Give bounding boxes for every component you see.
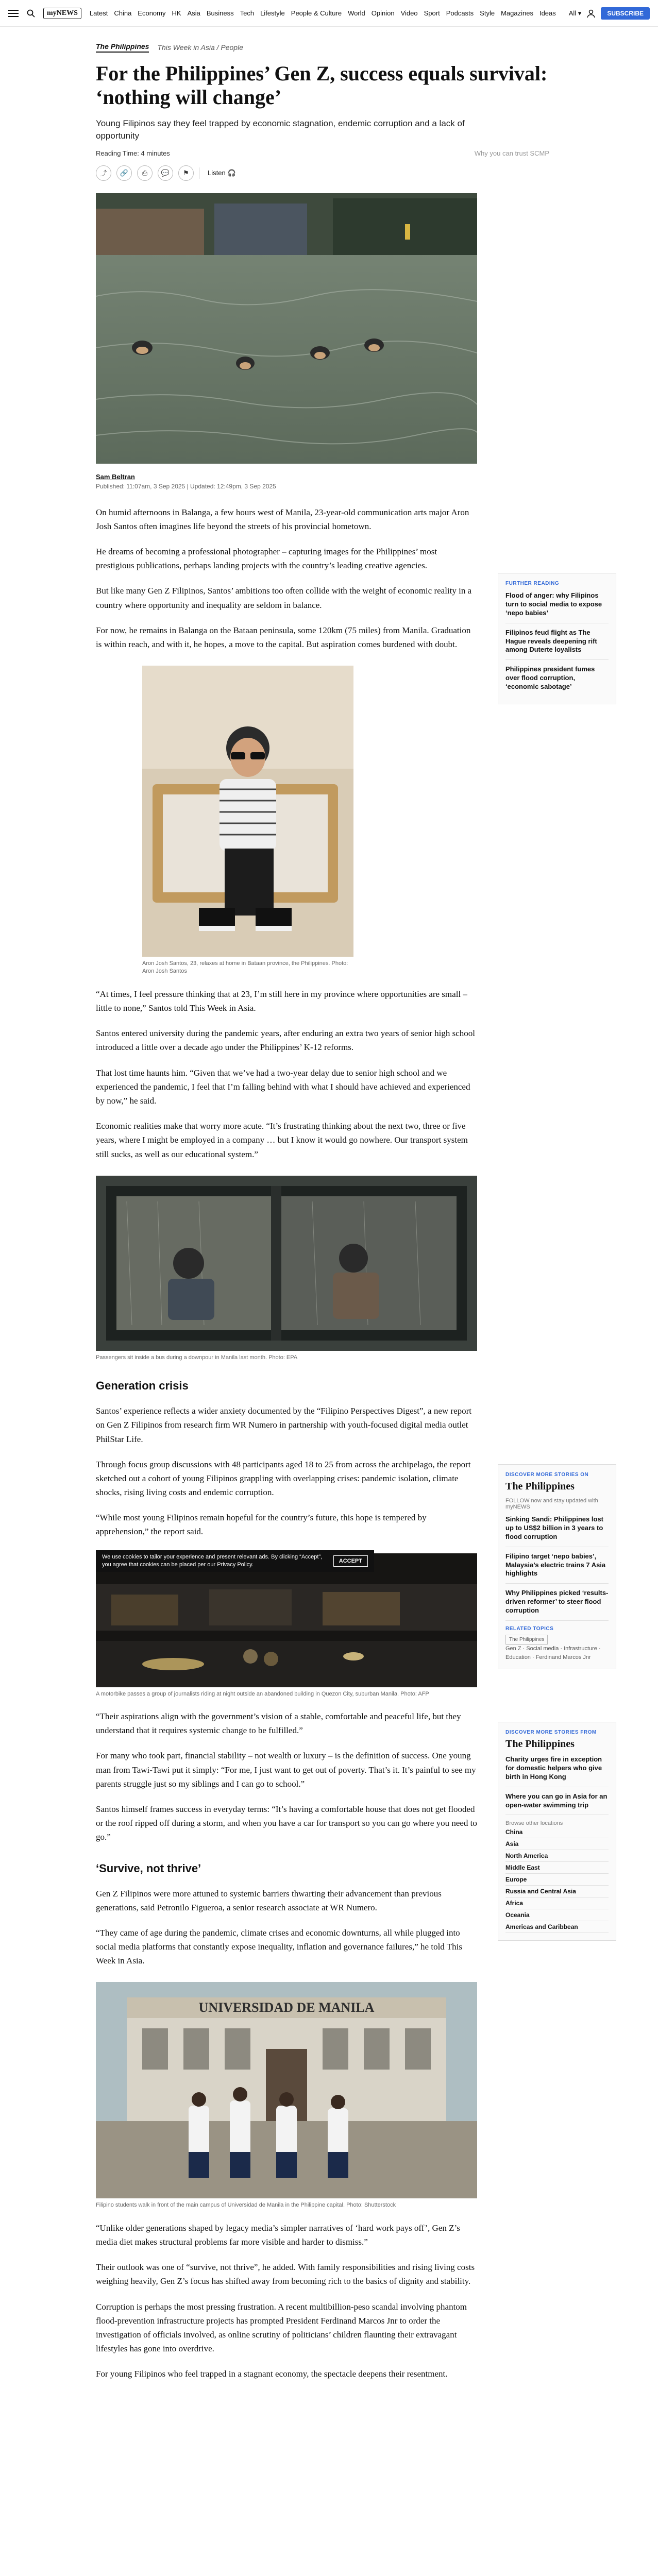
nav-link[interactable]: Tech: [240, 9, 255, 17]
discover-brand[interactable]: The Philippines: [505, 1481, 575, 1492]
nav-link[interactable]: Lifestyle: [260, 9, 285, 17]
hero-image-flood: [96, 193, 477, 464]
region-item[interactable]: Middle East: [505, 1862, 609, 1874]
region-item[interactable]: North America: [505, 1850, 609, 1862]
author-link[interactable]: Sam Beltran: [96, 472, 135, 481]
caption: Aron Josh Santos, 23, relaxes at home in Bataan province, the Philippines. Photo: Aron Josh Santos: [142, 960, 348, 975]
discover-item[interactable]: Filipino target ‘nepo babies’, Malaysia’s electric trains 7 Asia highlights: [505, 1552, 609, 1584]
nav-link[interactable]: HK: [172, 9, 181, 17]
share-icon[interactable]: ⤴: [96, 165, 111, 181]
figure-night-street: [96, 1553, 477, 1698]
subheadline: Young Filipinos say they feel trapped by economic stagnation, endemic corruption and a lack of opportunity: [96, 118, 465, 141]
further-reading-box: [498, 573, 616, 704]
campus-sign: UNIVERSIDAD DE MANILA: [198, 2000, 375, 2015]
more-brand[interactable]: The Philippines: [505, 1738, 575, 1750]
more-item[interactable]: Where you can go in Asia for an open-water swimming trip: [505, 1792, 609, 1816]
region-item[interactable]: Oceania: [505, 1909, 609, 1921]
caption: Filipino students walk in front of the main campus of Universidad de Manila in the Philippine capital. Photo: Shutterstock: [96, 2202, 396, 2209]
mynews-logo[interactable]: myNEWS: [43, 8, 81, 19]
breadcrumb-sub[interactable]: This Week in Asia / People: [157, 43, 243, 52]
region-item[interactable]: Russia and Central Asia: [505, 1886, 609, 1897]
all-label: All: [568, 9, 577, 17]
related-topics[interactable]: Gen Z · Social media · Infrastructure · Education · Ferdinand Marcos Jnr: [505, 1646, 601, 1660]
nav-link[interactable]: Ideas: [539, 9, 556, 17]
nav-link[interactable]: Style: [480, 9, 495, 17]
top-navigation: [0, 0, 658, 27]
paragraph: For young Filipinos who feel trapped in a stagnant economy, the spectacle deepens their resentment.: [96, 2369, 448, 2379]
nav-link[interactable]: Business: [206, 9, 234, 17]
print-icon[interactable]: ⎙: [137, 165, 153, 181]
region-item[interactable]: Asia: [505, 1838, 609, 1850]
browse-label: Browse other locations: [505, 1820, 563, 1827]
paragraph: Corruption is perhaps the most pressing frustration. A recent multibillion-peso scandal involving phantom flood-prevention infrastructure projects has prompted President Ferdinand Marcos Jnr to order the investigation of officials involved, as online scrutiny of politicians’ children flaunting their extravagant lifestyles has gone into overdrive.: [96, 2301, 467, 2354]
portrait-photo: [142, 666, 353, 957]
cookie-text: We use cookies to tailor your experience and present relevant ads. By clicking “Accept”, you agree that cookies can be placed per our Privacy Policy.: [102, 1553, 323, 1568]
nav-link[interactable]: Opinion: [371, 9, 395, 17]
paragraph: He dreams of becoming a professional photographer – capturing images for the Philippines’ most prestigious publications, perhaps landing projects with the country’s leading creative agencies.: [96, 546, 437, 571]
related-kicker: RELATED TOPICS: [505, 1626, 554, 1632]
paragraph: Their outlook was one of “survive, not thrive”, he added. With family responsibilities and rising living costs weighing heavily, Gen Z’s focus has shifted away from becoming rich to the basics of dignity and stability.: [96, 2262, 475, 2286]
caption: Passengers sit inside a bus during a downpour in Manila last month. Photo: EPA: [96, 1354, 298, 1361]
paragraph: Santos entered university during the pandemic years, after enduring an extra two years of senior high school introduced a little over a decade ago under the Philippines’ K-12 reforms.: [96, 1028, 475, 1053]
nav-link[interactable]: Latest: [89, 9, 108, 17]
share-toolbar: [96, 165, 560, 181]
search-icon[interactable]: [27, 9, 35, 18]
paragraph: “At times, I feel pressure thinking that at 23, I’m still here in my province where opportunities are small – little to none,” Santos told This Week in Asia.: [96, 989, 467, 1013]
region-item[interactable]: China: [505, 1826, 609, 1838]
figure-bus: [96, 1176, 477, 1362]
article: [96, 42, 609, 2381]
listen-button[interactable]: [208, 169, 236, 177]
nav-link[interactable]: Video: [400, 9, 418, 17]
listen-label: Listen: [208, 169, 226, 177]
caption: A motorbike passes a group of journalists riding at night outside an abandoned building in Quezon City, suburban Manila. Photo: AFP: [96, 1690, 429, 1697]
paragraph: That lost time haunts him. “Given that we’ve had a two-year delay due to senior high school and we experienced the pandemic, I feel that I’m falling behind with what I should have achieved and experienced by now,” he said.: [96, 1067, 470, 1106]
menu-icon[interactable]: [8, 10, 19, 17]
breadcrumb: [96, 42, 560, 53]
nav-link[interactable]: Magazines: [501, 9, 533, 17]
paragraph: “While most young Filipinos remain hopeful for the country’s future, this hope is tempered by apprehension,” the report said.: [96, 1513, 427, 1537]
paragraph: Through focus group discussions with 48 participants aged 18 to 25 from across the archipelago, the report sketched out a cohort of young Filipinos grappling with overlapping crises: pandemic isolation, climate shocks, rising living costs and endemic corruption.: [96, 1459, 471, 1498]
breadcrumb-section[interactable]: The Philippines: [96, 42, 149, 53]
paragraph: “They came of age during the pandemic, climate crises and economic downturns, all while plugged into social media platforms that constantly expose inequality, inflation and governance failures,” he told This Week in Asia.: [96, 1927, 462, 1966]
nav-link[interactable]: Asia: [187, 9, 200, 17]
paragraph: Gen Z Filipinos were more attuned to systemic barriers thwarting their advancement than previous generations, said Petronilo Figueroa, a senior research associate at WR Numero.: [96, 1888, 442, 1912]
more-stories-box: [498, 1722, 616, 1941]
nav-link[interactable]: Economy: [138, 9, 166, 17]
paragraph: For now, he remains in Balanga on the Bataan peninsula, some 120km (75 miles) from Manila. Graduation is within reach, and with it, he hopes, a move to the capital. But aspiration comes burdened with doubt.: [96, 625, 471, 649]
paragraph: “Unlike older generations shaped by legacy media’s simpler narratives of ‘hard work pays off’, Gen Z’s media diet makes structural problems far more visible and harder to dismiss.”: [96, 2223, 460, 2247]
why-trust-link[interactable]: Why you can trust SCMP: [474, 149, 549, 157]
further-reading-kicker: FURTHER READING: [505, 581, 560, 586]
further-item[interactable]: Filipinos feud flight as The Hague reveals deepening rift among Duterte loyalists: [505, 629, 609, 660]
section-links: [90, 9, 556, 17]
comment-icon[interactable]: 💬: [158, 165, 173, 181]
nav-link[interactable]: People & Culture: [291, 9, 342, 17]
discover-kicker: DISCOVER MORE STORIES ON: [505, 1472, 589, 1478]
paragraph: Santos himself frames success in everyday terms: “It’s having a comfortable house that does not get flooded or the roof ripped off during a storm, and when you have a car for transport so you can go where you need to go.”: [96, 1804, 477, 1842]
figure-university: [96, 1982, 477, 2209]
night-street-photo: [96, 1553, 477, 1687]
paragraph: On humid afternoons in Balanga, a few hours west of Manila, 23-year-old communication arts major Aron Josh Santos often imagines life beyond the streets of his provincial hometown.: [96, 507, 469, 531]
nav-link[interactable]: Sport: [424, 9, 440, 17]
region-list: [505, 1826, 609, 1933]
nav-link[interactable]: China: [114, 9, 132, 17]
discover-more-box: [498, 1464, 616, 1669]
bookmark-icon[interactable]: ⚑: [178, 165, 194, 181]
reading-time: Reading Time: 4 minutes: [96, 149, 170, 157]
related-tag[interactable]: The Philippines: [505, 1635, 548, 1645]
bus-photo: [96, 1176, 477, 1351]
region-item[interactable]: Europe: [505, 1874, 609, 1886]
link-icon[interactable]: 🔗: [116, 165, 132, 181]
more-kicker: DISCOVER MORE STORIES FROM: [505, 1730, 597, 1735]
nav-link[interactable]: World: [348, 9, 365, 17]
paragraph: For many who took part, financial stability – not wealth or luxury – is the definition of success. One young man from Tawi-Tawi put it simply: “For me, I just want to get out of poverty. That’s it. It’s painful to see my parents struggle just so my siblings and I can go to school.”: [96, 1751, 476, 1789]
paragraph: Santos’ experience reflects a wider anxiety documented by the “Filipino Perspectives Digest”, a new report on Gen Z Filipinos from research firm WR Numero in partnership with youth-focused digital media outlet PhilStar Life.: [96, 1406, 472, 1444]
further-item[interactable]: Flood of anger: why Filipinos turn to social media to expose ‘nepo babies’: [505, 591, 609, 623]
headphones-icon: 🎧: [227, 168, 236, 177]
figure-portrait: [142, 666, 353, 976]
discover-item[interactable]: Why Philippines picked ‘results-driven reformer’ to steer flood corruption: [505, 1589, 609, 1621]
region-item[interactable]: Americas and Caribbean: [505, 1921, 609, 1933]
flood-scene: [96, 193, 477, 464]
more-item[interactable]: Charity urges fire in exception for domestic helpers who give birth in Hong Kong: [505, 1755, 609, 1787]
discover-follow[interactable]: FOLLOW now and stay updated with myNEWS: [505, 1498, 598, 1510]
publish-dates: Published: 11:07am, 3 Sep 2025 | Updated: 12:49pm, 3 Sep 2025: [96, 482, 276, 490]
headline: For the Philippines’ Gen Z, success equals survival: ‘nothing will change’: [96, 62, 548, 109]
byline: [96, 473, 560, 490]
university-photo: [96, 1982, 477, 2198]
paragraph: But like many Gen Z Filipinos, Santos’ ambitions too often collide with the weight of economic reality in a country where opportunity and inequality are seldom in balance.: [96, 586, 472, 610]
paragraph: Economic realities make that worry more acute. “It’s frustrating thinking about the next two, three or five years, where I might be employed in a company … but I know it would go nowhere. Our transport system still sucks, as well as our educational system.”: [96, 1121, 468, 1159]
paragraph: “Their aspirations align with the government’s vision of a stable, comfortable and peaceful life, but they understand that it requires systemic change to be fulfilled.”: [96, 1711, 461, 1736]
further-item[interactable]: Philippines president fumes over flood corruption, ‘economic sabotage’: [505, 665, 595, 691]
article-body: [96, 505, 477, 2381]
region-item[interactable]: Africa: [505, 1897, 609, 1909]
all-menu[interactable]: All ▾: [568, 9, 582, 17]
cookie-banner: [96, 1550, 374, 1572]
section-heading: Generation crisis: [96, 1379, 189, 1393]
account-icon[interactable]: [586, 9, 596, 18]
discover-item[interactable]: Sinking Sandi: Philippines lost up to US$2 billion in 3 years to flood corruption: [505, 1515, 609, 1547]
section-heading: ‘Survive, not thrive’: [96, 1861, 201, 1875]
subscribe-button[interactable]: SUBSCRIBE: [601, 7, 650, 20]
nav-link[interactable]: Podcasts: [446, 9, 474, 17]
cookie-accept-button[interactable]: ACCEPT: [333, 1555, 368, 1567]
